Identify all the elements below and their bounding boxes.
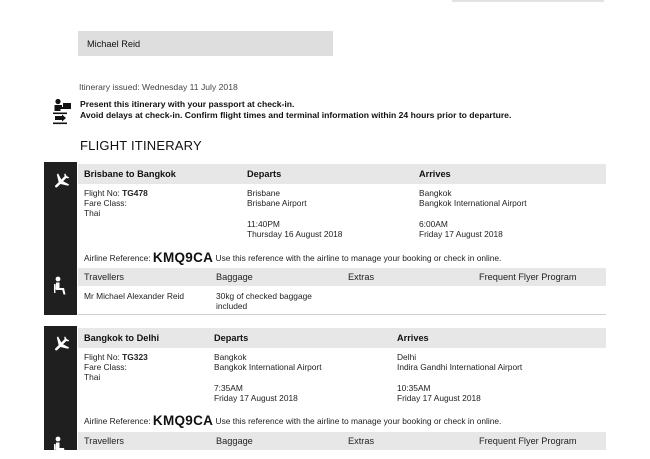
route-label: Bangkok to Delhi	[84, 333, 160, 343]
airline-reference-code: KMQ9CA	[152, 413, 214, 428]
fare-class-label: Fare Class:	[84, 362, 127, 372]
flight-1-header	[78, 164, 606, 184]
arrival-airport: Bangkok International Airport	[419, 198, 527, 208]
arrival-time: 10:35AM	[397, 383, 431, 393]
departure-time: 7:35AM	[214, 383, 243, 393]
top-divider	[452, 0, 604, 2]
flight-number-label: Flight No:	[84, 188, 120, 198]
flight-2-header	[78, 328, 606, 348]
departure-date: Friday 17 August 2018	[214, 393, 298, 403]
arrival-date: Friday 17 August 2018	[397, 393, 481, 403]
fare-class-label: Fare Class:	[84, 198, 127, 208]
extras-column: Extras	[348, 272, 375, 282]
departure-time: 11:40PM	[247, 219, 280, 229]
departure-airport: Brisbane Airport	[247, 198, 307, 208]
departs-label: Departs	[247, 169, 282, 179]
airplane-icon	[44, 334, 77, 357]
airline-reference	[84, 413, 501, 429]
departure-city: Brisbane	[247, 188, 281, 198]
airplane-icon	[44, 171, 77, 194]
airline-name: Thai	[84, 372, 101, 382]
airline-reference-label: Airline Reference:	[84, 253, 151, 263]
itinerary-issued-date: Itinerary issued: Wednesday 11 July 2018	[79, 82, 238, 92]
airline-reference-label: Airline Reference:	[84, 416, 151, 426]
extras-column: Extras	[348, 436, 375, 446]
departure-airport: Bangkok International Airport	[214, 362, 322, 372]
travellers-header	[78, 268, 606, 286]
departure-city: Bangkok	[214, 352, 247, 362]
arrival-city: Bangkok	[419, 188, 452, 198]
airline-reference	[84, 250, 501, 266]
seated-traveller-icon	[44, 436, 77, 459]
arrival-city: Delhi	[397, 352, 417, 362]
baggage-column: Baggage	[216, 272, 253, 282]
passenger-name: Michael Reid	[78, 31, 333, 56]
traveller-name: Mr Michael Alexander Reid	[84, 291, 185, 301]
route-label: Brisbane to Bangkok	[84, 169, 176, 179]
airline-name: Thai	[84, 208, 101, 218]
airline-reference-note: Use this reference with the airline to manage your booking or check in online.	[215, 416, 502, 426]
flight-2-sidebar	[44, 326, 77, 450]
baggage-column: Baggage	[216, 436, 253, 446]
flight-number	[84, 352, 148, 362]
flight-1-sidebar	[44, 162, 77, 315]
arrives-label: Arrives	[397, 333, 429, 343]
flight-number	[84, 188, 148, 198]
arrival-airport: Indira Gandhi International Airport	[397, 362, 523, 372]
departs-label: Departs	[214, 333, 249, 343]
check-in-notice	[80, 99, 511, 121]
flight-number-value: TG478	[122, 188, 148, 198]
frequent-flyer-column: Frequent Flyer Program	[479, 436, 577, 446]
baggage-allowance: 30kg of checked baggage	[216, 291, 312, 301]
travellers-column: Travellers	[84, 436, 124, 446]
frequent-flyer-column: Frequent Flyer Program	[479, 272, 577, 282]
flight-number-label: Flight No:	[84, 352, 120, 362]
notice-line-passport: Present this itinerary with your passport at check-in.	[80, 99, 295, 109]
baggage-allowance-note: included	[216, 301, 248, 311]
notice-line-confirm: Avoid delays at check-in. Confirm flight times and terminal information within 24 hours prior to departure.	[80, 110, 512, 120]
airline-reference-code: KMQ9CA	[152, 250, 214, 265]
travellers-header	[78, 432, 606, 450]
arrival-time: 6:00AM	[419, 219, 448, 229]
departure-date: Thursday 16 August 2018	[247, 229, 343, 239]
check-in-person-icon	[52, 98, 72, 126]
airline-reference-note: Use this reference with the airline to manage your booking or check in online.	[215, 253, 502, 263]
flight-number-value: TG323	[122, 352, 148, 362]
section-title: FLIGHT ITINERARY	[80, 138, 202, 153]
arrival-date: Friday 17 August 2018	[419, 229, 503, 239]
arrives-label: Arrives	[419, 169, 451, 179]
seated-traveller-icon	[44, 276, 77, 299]
travellers-column: Travellers	[84, 272, 124, 282]
